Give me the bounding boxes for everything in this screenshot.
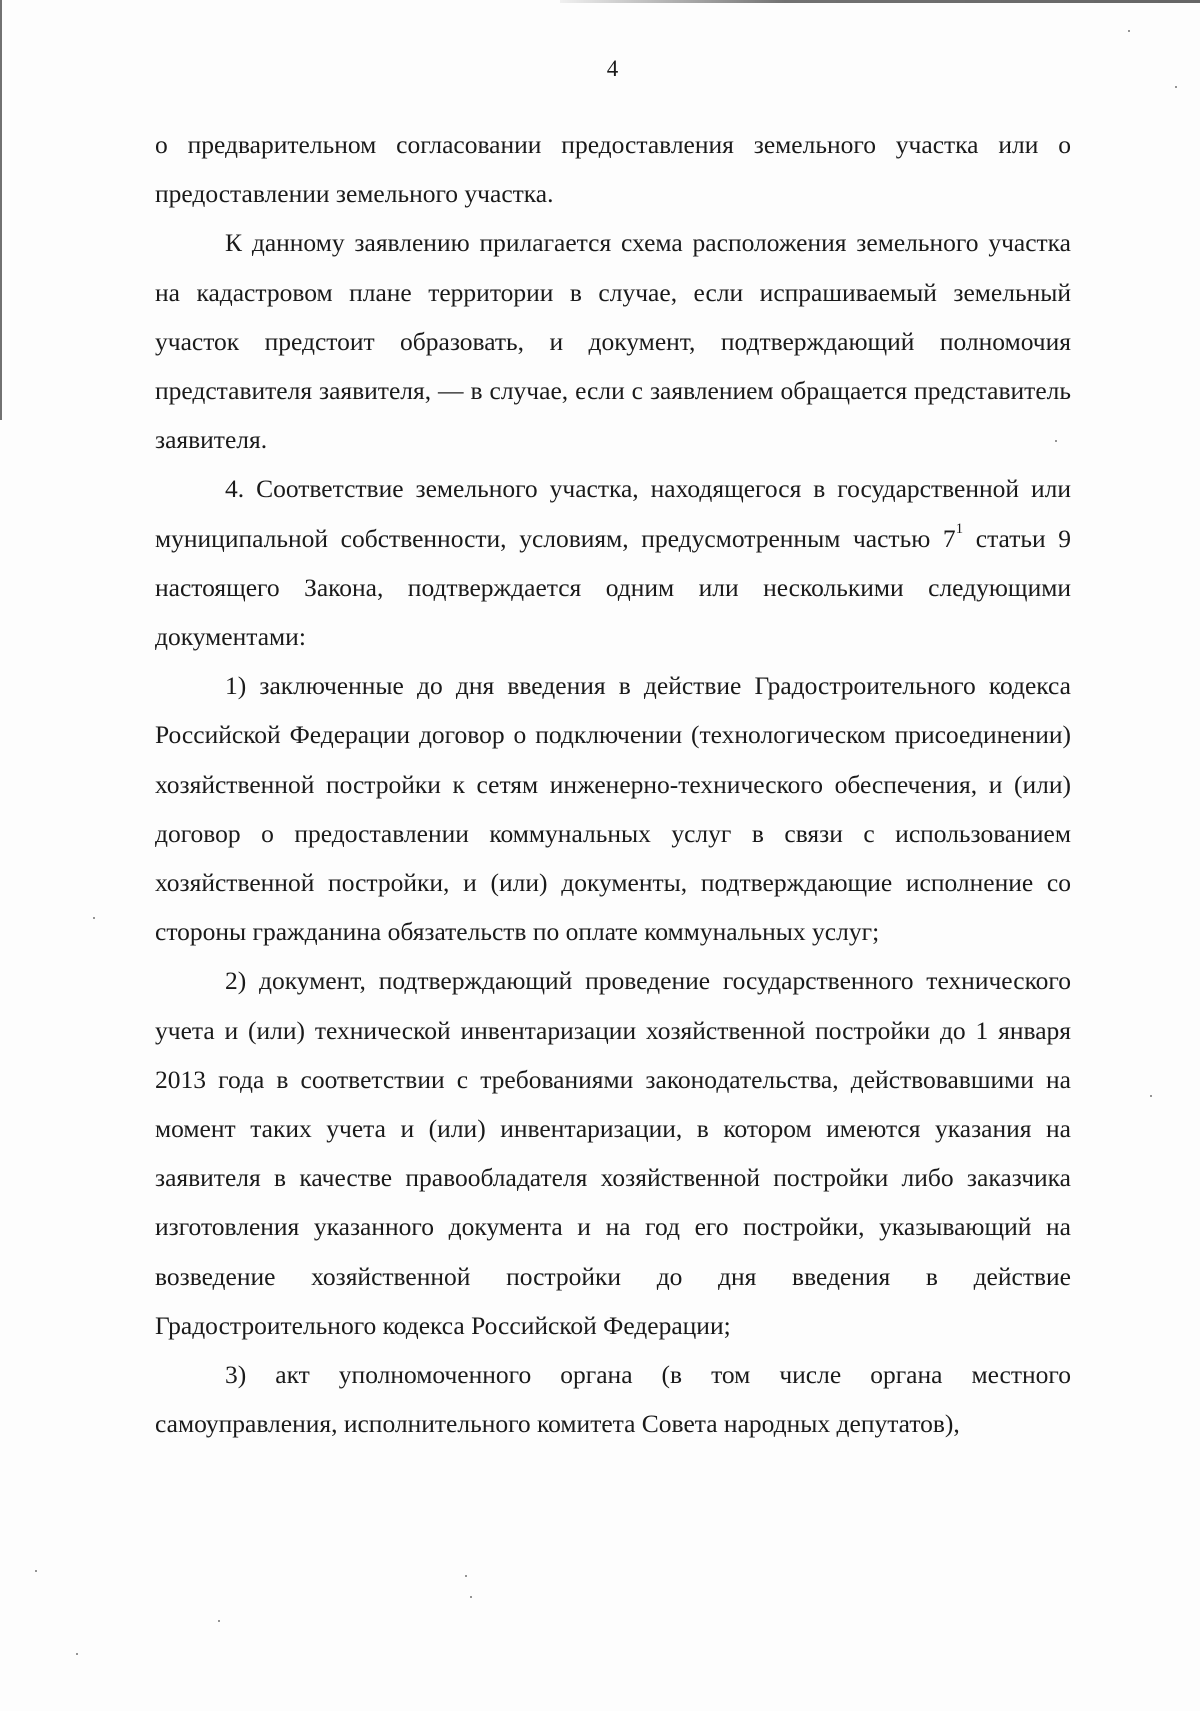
scan-speck	[1150, 1095, 1152, 1097]
list-item-1: 1) заключенные до дня введения в действие Градостроительного кодекса Российской Федерации договор о подключении (технологическом присоединении) хозяйственной постройки к сетям инженерно-технического обеспечения, и (или) договор о предоставлении коммунальных услуг в связи с использованием хозяйственной постройки, и (или) документы, подтверждающие исполнение со стороны гражданина обязательств по оплате коммунальных услуг;	[155, 671, 1071, 947]
scan-speck	[470, 1596, 472, 1598]
scan-speck	[465, 1575, 467, 1577]
document-body	[155, 120, 1071, 1448]
paragraph-attachment-note: К данному заявлению прилагается схема расположения земельного участка на кадастровом плане территории в случае, если испрашиваемый земельный участок предстоит образовать, и документ, подтверждающий полномочия представителя заявителя, — в случае, если с заявлением обращается представитель заявителя.	[155, 228, 1071, 455]
list-item-3: 3) акт уполномоченного органа (в том числе органа местного самоуправления, исполнительного комитета Совета народных депутатов),	[155, 1360, 1071, 1439]
scan-speck	[1128, 30, 1130, 32]
paragraph-section-4	[155, 464, 1071, 661]
page-number: 4	[606, 56, 619, 81]
paragraph-section-4-text-a: 4. Соответствие земельного участка, находящегося в государственной или муниципальной собственности, условиям, предусмотренным частью 7	[155, 474, 1071, 553]
scan-speck	[218, 1620, 220, 1622]
scan-speck	[76, 1653, 78, 1655]
scan-speck	[35, 1570, 37, 1572]
scan-speck	[1175, 86, 1177, 88]
paragraph-continuation: о предварительном согласовании предоставления земельного участка или о предоставлении земельного участка.	[155, 130, 1071, 209]
scan-speck	[93, 917, 95, 919]
scan-edge-line-top	[560, 0, 1200, 3]
list-item-2: 2) документ, подтверждающий проведение государственного технического учета и (или) технической инвентаризации хозяйственной постройки до 1 января 2013 года в соответствии с требованиями законодательства, действовавшими на момент таких учета и (или) инвентаризации, в котором имеются указания на заявителя в качестве правообладателя хозяйственной постройки либо заказчика изготовления указанного документа и на год его постройки, указывающий на возведение хозяйственной постройки до дня введения в действие Градостроительного кодекса Российской Федерации;	[155, 966, 1071, 1340]
superscript-mark: 1	[955, 521, 964, 538]
paragraph-section-4-text-b: статьи 9 настоящего Закона, подтверждается одним или несколькими следующими документами:	[155, 523, 1071, 652]
